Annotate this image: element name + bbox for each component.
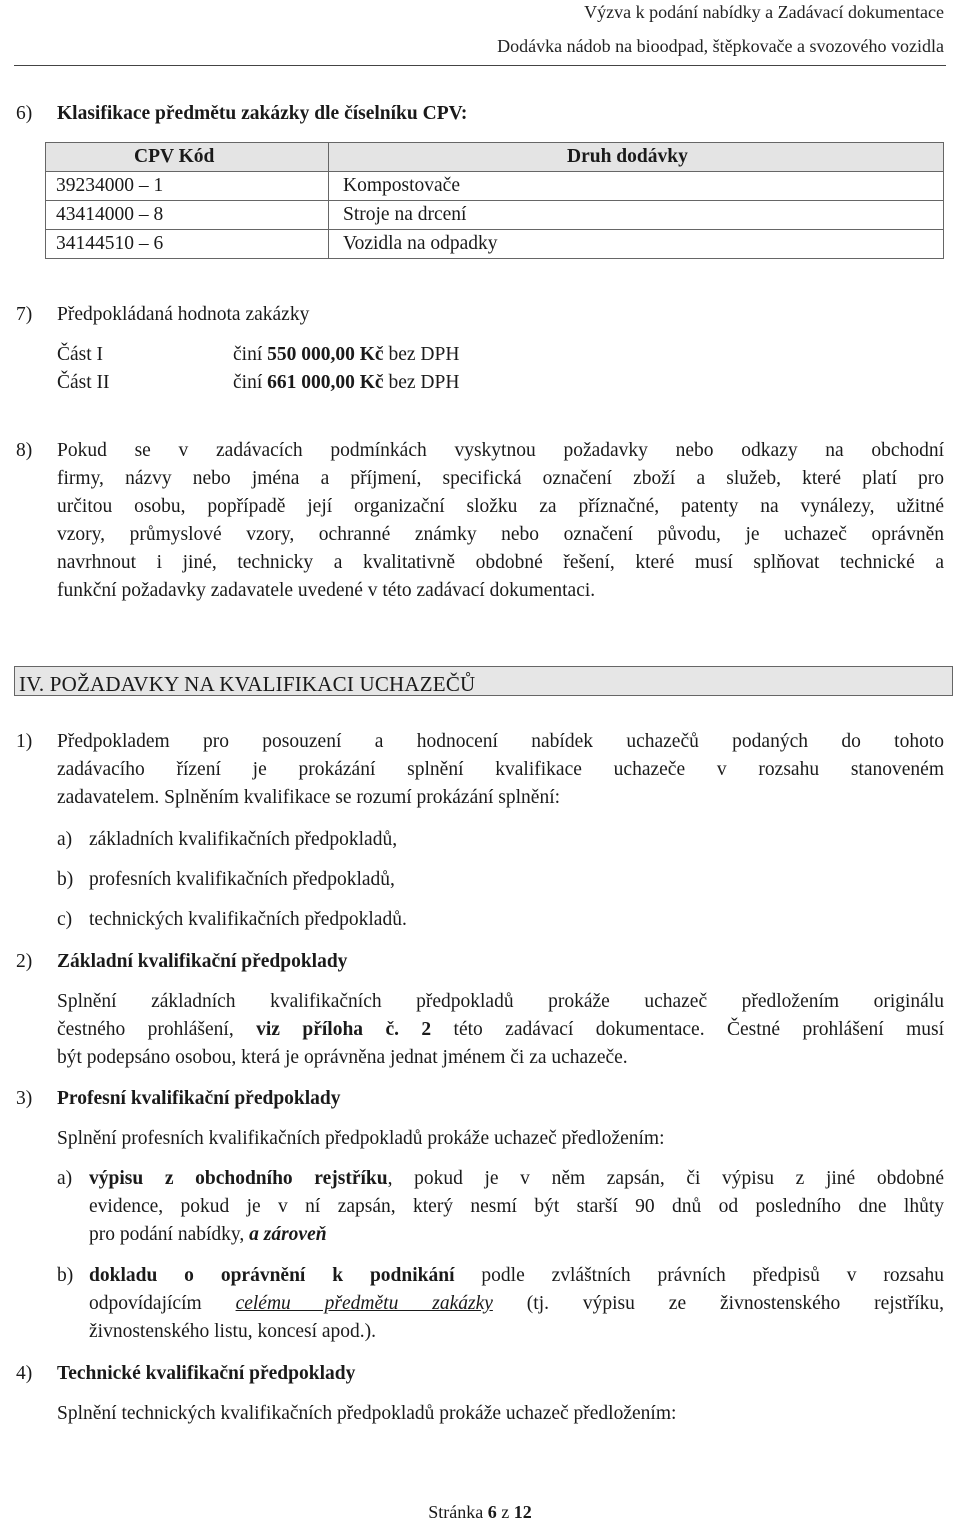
section-7-number: 7) <box>16 304 33 325</box>
part-ii-label: Část II <box>57 372 110 393</box>
cpv-code: 43414000 – 8 <box>46 201 329 230</box>
list-item-label: a) <box>57 829 73 850</box>
list-item-label: b) <box>57 869 74 890</box>
section-6-title: Klasifikace předmětu zakázky dle číselníku CPV: <box>57 103 468 124</box>
item-4-intro: Splnění technických kvalifikačních předpokladů prokáže uchazeč předložením: <box>57 1403 677 1424</box>
item-3-intro: Splnění profesních kvalifikačních předpokladů prokáže uchazeč předložením: <box>57 1128 665 1149</box>
list-item-label: a) <box>57 1168 73 1189</box>
cpv-type: Vozidla na odpadky <box>329 230 944 259</box>
list-item-label: b) <box>57 1265 74 1286</box>
cpv-code: 39234000 – 1 <box>46 172 329 201</box>
section-8-number: 8) <box>16 440 33 461</box>
section-iv-title: IV. POŽADAVKY NA KVALIFIKACI UCHAZEČŮ <box>19 672 476 696</box>
cpv-type: Kompostovače <box>329 172 944 201</box>
list-item: dokladu o oprávnění k podnikání podle zvláštních právních předpisů v rozsahu odpovídajícím celému předmětu zakázky (tj. výpisu ze živnostenského rejstříku, živnostenského listu, koncesí apod.). <box>89 1265 944 1342</box>
cpv-col-code-header: CPV Kód <box>46 143 329 172</box>
part-i-value: činí 550 000,00 Kč bez DPH <box>233 344 460 365</box>
cpv-table <box>45 142 944 259</box>
cpv-type: Stroje na drcení <box>329 201 944 230</box>
list-item: výpisu z obchodního rejstříku, pokud je v něm zapsán, či výpisu z jiné obdobné evidence, pokud je v ní zapsán, který nesmí být starší 90 dnů od posledního dne lhůty pro podání nabídky, a zároveň <box>89 1168 944 1245</box>
part-ii-value: činí 661 000,00 Kč bez DPH <box>233 372 460 393</box>
cpv-table-header <box>46 143 944 172</box>
item-3-title: Profesní kvalifikační předpoklady <box>57 1088 341 1109</box>
table-row <box>46 230 944 259</box>
page-number: Stránka 6 z 12 <box>428 1502 532 1522</box>
item-2-title: Základní kvalifikační předpoklady <box>57 951 348 972</box>
header-document-title: Výzva k podání nabídky a Zadávací dokumentace <box>584 2 944 22</box>
header-document-subtitle: Dodávka nádob na bioodpad, štěpkovače a svozového vozidla <box>497 36 944 56</box>
header-rule <box>14 65 946 66</box>
section-8-paragraph: Pokud se v zadávacích podmínkách vyskytnou požadavky nebo odkazy na obchodní firmy, názvy nebo jména a příjmení, specifická označení zboží a služeb, které platí pro určitou osobu, popřípadě její organizační složku za příznačné, patenty na vynálezy, užitné vzory, průmyslové vzory, ochranné známky nebo označení původu, je uchazeč oprávněn navrhnout i jiné, technicky a kvalitativně obdobné řešení, které musí splňovat technické a funkční požadavky zadavatele uvedené v této zadávací dokumentaci. <box>57 440 944 601</box>
cpv-col-type-header: Druh dodávky <box>329 143 944 172</box>
item-2-number: 2) <box>16 951 33 972</box>
item-2-paragraph: Splnění základních kvalifikačních předpokladů prokáže uchazeč předložením originálu čestného prohlášení, viz příloha č. 2 této zadávací dokumentace. Čestné prohlášení musí být podepsáno osobou, která je oprávněna jednat jménem či za uchazeče. <box>57 991 945 1068</box>
item-1-paragraph: Předpokladem pro posouzení a hodnocení nabídek uchazečů podaných do tohoto zadávacího řízení je prokázání splnění kvalifikace uchazeče v rozsahu stanoveném zadavatelem. Splněním kvalifikace se rozumí prokázání splnění: <box>57 731 944 808</box>
item-3-number: 3) <box>16 1088 33 1109</box>
table-row <box>46 172 944 201</box>
item-4-title: Technické kvalifikační předpoklady <box>57 1363 356 1384</box>
part-i-label: Část I <box>57 344 104 365</box>
item-4-number: 4) <box>16 1363 33 1384</box>
list-item: technických kvalifikačních předpokladů. <box>89 909 407 930</box>
list-item: profesních kvalifikačních předpokladů, <box>89 869 395 890</box>
section-6-number: 6) <box>16 103 33 124</box>
list-item: základních kvalifikačních předpokladů, <box>89 829 398 850</box>
cpv-code: 34144510 – 6 <box>46 230 329 259</box>
section-7-title: Předpokládaná hodnota zakázky <box>57 304 310 325</box>
table-row <box>46 201 944 230</box>
item-1-number: 1) <box>16 731 33 752</box>
list-item-label: c) <box>57 909 73 930</box>
